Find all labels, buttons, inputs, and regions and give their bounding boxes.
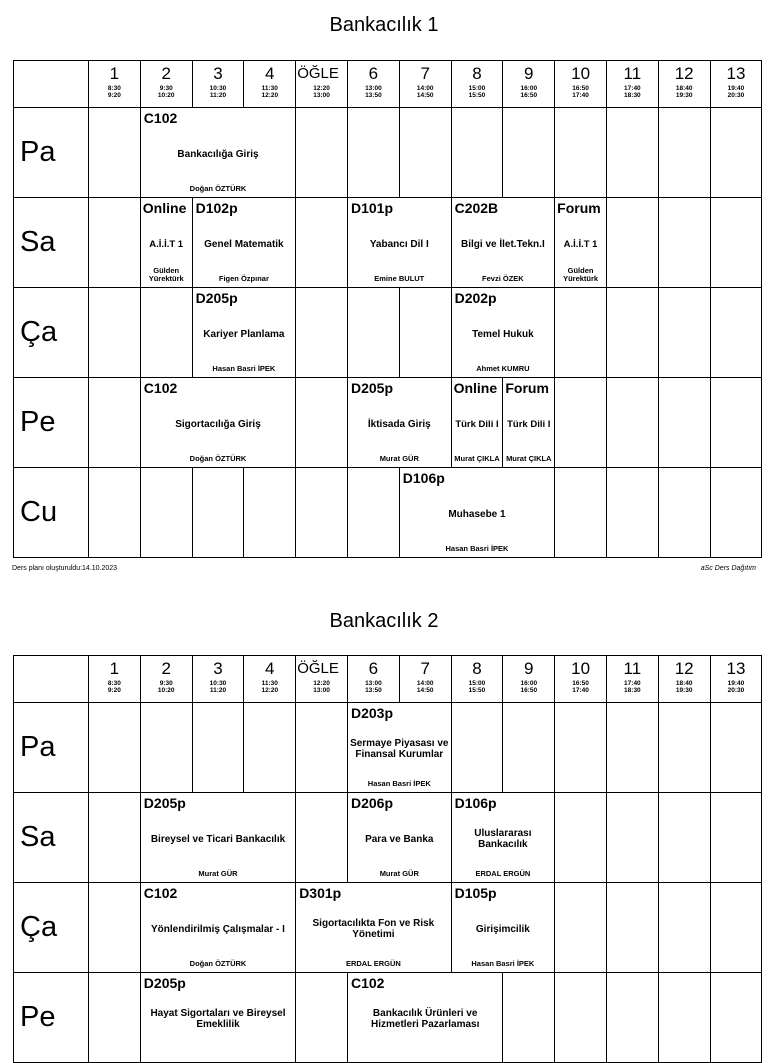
lesson-teacher: Hasan Basri İPEK [212,364,276,373]
empty-cell [555,288,607,378]
lesson-teacher: ERDAL ERGÜN [475,869,531,878]
empty-cell [606,468,658,558]
empty-cell [399,288,451,378]
period-start: 11:30 [261,680,278,687]
empty-cell [89,793,141,883]
empty-cell [89,883,141,973]
empty-cell [296,793,348,883]
lesson-room: D102p [195,200,238,216]
lesson-subject: Bankacılığa Giriş [177,148,259,160]
period-number: ÖĞLE [297,660,339,677]
empty-cell [658,198,710,288]
lesson-subject: Hayat Sigortaları ve Bireysel Emeklilik [150,1008,286,1030]
lesson-cell[interactable] [140,198,192,288]
empty-cell [451,108,503,198]
period-header [555,656,607,703]
lesson-cell[interactable] [140,378,295,468]
period-header [555,61,607,108]
lesson-subject: Sermaye Piyasası ve Finansal Kurumlar [350,738,449,760]
period-header [451,61,503,108]
header-row [14,656,762,703]
period-start: 16:50 [572,85,589,92]
period-start: 10:30 [209,85,227,92]
lesson-cell[interactable] [140,973,295,1063]
period-end: 10:20 [157,687,175,694]
empty-cell [296,198,348,288]
lesson-room: D203p [350,705,394,721]
period-header [658,656,710,703]
period-end: 11:20 [209,687,227,694]
empty-cell [658,883,710,973]
empty-cell [710,378,762,468]
lesson-teacher: Doğan ÖZTÜRK [189,454,247,463]
period-start: 15:00 [468,85,486,92]
lesson-cell[interactable] [451,793,555,883]
empty-cell [296,703,348,793]
day-label: Sa [14,793,89,883]
empty-cell [296,973,348,1063]
period-number: 1 [109,659,120,678]
empty-cell [192,468,244,558]
lesson-subject: Genel Matematik [204,238,284,250]
period-header [658,61,710,108]
lesson-cell[interactable] [503,378,555,468]
empty-cell [658,468,710,558]
period-start: 10:30 [209,680,227,687]
period-end: 15:50 [468,687,486,694]
timetable-grid [13,60,762,558]
period-number: 10 [571,64,591,83]
lesson-room: Online [142,200,187,216]
empty-cell [347,288,399,378]
lesson-subject: Para ve Banka [365,833,434,845]
period-start: 15:00 [468,680,486,687]
lesson-room: C102 [143,380,178,396]
empty-cell [658,108,710,198]
period-end: 9:20 [107,687,121,694]
lesson-subject: A.İ.İ.T 1 [149,238,184,250]
period-end: 12:20 [261,687,279,694]
lesson-teacher: Murat GÜR [379,454,419,463]
empty-cell [347,468,399,558]
empty-cell [555,378,607,468]
period-header [140,656,192,703]
lesson-room: C202B [454,200,499,216]
period-number: 13 [726,64,746,83]
lesson-teacher: Murat ÇIKLA [506,454,552,463]
empty-cell [710,198,762,288]
day-row [14,883,762,973]
period-end: 18:30 [624,92,641,99]
empty-cell [658,793,710,883]
period-end: 11:20 [209,92,227,99]
empty-cell [555,468,607,558]
lesson-room: C102 [350,975,385,991]
empty-cell [89,288,141,378]
period-end: 19:30 [675,92,693,99]
day-label: Pe [14,973,89,1063]
day-row [14,793,762,883]
lesson-cell[interactable] [347,378,451,468]
period-header [244,656,296,703]
lesson-room: D301p [299,885,342,901]
period-header [192,656,244,703]
lesson-room: Forum [557,200,601,216]
period-end: 9:20 [107,92,121,99]
empty-cell [555,703,607,793]
day-label: Pe [14,378,89,468]
empty-cell [296,378,348,468]
footer-software: aSc Ders Dağıtım [700,565,756,572]
period-header [296,61,348,108]
period-end: 10:20 [157,92,175,99]
empty-cell [658,288,710,378]
lesson-cell[interactable] [451,883,555,973]
period-number: ÖĞLE [297,65,339,82]
lesson-teacher: ERDAL ERGÜN [345,959,401,968]
lesson-cell[interactable] [399,468,554,558]
lesson-subject: Türk Dili I [455,418,499,430]
header-row [14,61,762,108]
day-label: Ça [14,288,89,378]
period-number: 3 [213,64,223,83]
lesson-cell[interactable] [451,198,555,288]
lesson-subject: Bilgi ve İlet.Tekn.I [461,238,545,250]
lesson-room: D105p [454,885,497,901]
empty-cell [89,468,141,558]
empty-cell [296,468,348,558]
lesson-subject: Sigortacılıkta Fon ve Risk Yönetimi [312,918,435,940]
period-end: 13:00 [313,687,330,694]
period-header [606,61,658,108]
period-start: 13:00 [365,85,382,92]
period-end: 13:50 [365,687,382,694]
period-start: 8:30 [107,85,121,92]
empty-cell [606,288,658,378]
lesson-room: D106p [454,795,497,811]
period-header [399,656,451,703]
lesson-cell[interactable] [296,883,451,973]
lesson-cell[interactable] [451,378,503,468]
period-header [503,656,555,703]
lesson-room: D106p [402,470,445,486]
empty-cell [244,703,296,793]
period-end: 20:30 [727,687,745,694]
period-number: 11 [623,64,642,83]
day-row [14,468,762,558]
lesson-subject: Temel Hukuk [472,328,534,340]
empty-cell [503,973,555,1063]
lesson-subject: Kariyer Planlama [203,328,285,340]
period-start: 16:50 [572,680,589,687]
lesson-subject: Yabancı Dil I [369,238,429,250]
period-end: 16:50 [520,687,538,694]
footer-created: Ders planı oluşturuldu:14.10.2023 [12,565,118,572]
empty-cell [710,883,762,973]
lesson-teacher: Figen Özpınar [218,274,269,283]
lesson-room: D205p [350,380,394,396]
empty-cell [451,703,503,793]
period-start: 12:20 [313,680,330,687]
period-start: 19:40 [727,85,745,92]
period-start: 12:20 [313,85,330,92]
period-end: 17:40 [572,687,589,694]
empty-cell [555,973,607,1063]
empty-cell [296,108,348,198]
empty-cell [89,378,141,468]
lesson-teacher: Gülden Yürektürk [148,266,184,283]
period-header [347,61,399,108]
day-row [14,198,762,288]
empty-cell [658,703,710,793]
empty-cell [658,378,710,468]
period-number: 3 [213,659,223,678]
period-number: 1 [109,64,120,83]
day-row [14,703,762,793]
lesson-cell[interactable] [347,198,451,288]
lesson-subject: Yönlendirilmiş Çalışmalar - I [151,923,285,935]
empty-cell [710,468,762,558]
lesson-room: D202p [454,290,497,306]
empty-cell [710,973,762,1063]
period-start: 16:00 [520,680,538,687]
day-row [14,378,762,468]
empty-cell [140,468,192,558]
lesson-subject: Bankacılık Ürünleri ve Hizmetleri Pazarlaması [370,1008,480,1030]
lesson-room: C102 [143,885,178,901]
empty-cell [710,108,762,198]
lesson-cell[interactable] [192,288,296,378]
lesson-cell[interactable] [347,973,502,1063]
day-label: Ça [14,883,89,973]
period-number: 10 [571,659,591,678]
period-number: 13 [726,659,746,678]
lesson-teacher: Gülden Yürektürk [563,266,599,283]
lesson-teacher: Murat GÜR [379,869,419,878]
period-end: 17:40 [572,92,589,99]
period-end: 20:30 [727,92,745,99]
lesson-subject: İktisada Giriş [367,418,431,430]
lesson-teacher: Ahmet KUMRU [476,364,530,373]
period-number: 6 [368,64,379,83]
period-end: 12:20 [261,92,279,99]
day-label: Cu [14,468,89,558]
lesson-room: Online [453,380,498,396]
lesson-subject: Girişimcilik [475,923,530,935]
empty-cell [89,973,141,1063]
lesson-subject: Uluslararası Bankacılık [474,828,532,850]
empty-cell [89,198,141,288]
lesson-room: D206p [350,795,394,811]
lesson-teacher: Doğan ÖZTÜRK [189,184,247,193]
period-header [710,656,762,703]
lesson-teacher: Doğan ÖZTÜRK [189,959,247,968]
lesson-teacher: Hasan Basri İPEK [445,544,509,553]
empty-cell [347,108,399,198]
empty-cell [140,288,192,378]
period-end: 14:50 [416,687,434,694]
lesson-teacher: Hasan Basri İPEK [367,779,431,788]
period-header [347,656,399,703]
period-end: 15:50 [468,92,486,99]
day-label: Pa [14,703,89,793]
empty-cell [89,703,141,793]
corner-cell [14,61,89,108]
lesson-teacher: Emine BULUT [374,274,425,283]
lesson-teacher: Murat ÇIKLA [454,454,500,463]
lesson-teacher: Hasan Basri İPEK [471,959,535,968]
lesson-cell[interactable] [555,198,607,288]
period-start: 8:30 [107,680,121,687]
timetable-grid [13,655,762,1063]
period-start: 16:00 [520,85,538,92]
lesson-room: C102 [143,110,178,126]
day-row [14,973,762,1063]
empty-cell [710,288,762,378]
period-start: 9:30 [159,85,173,92]
period-number: 4 [265,64,275,83]
period-number: 8 [472,659,482,678]
empty-cell [606,198,658,288]
period-end: 13:00 [313,92,330,99]
period-number: 2 [161,64,171,83]
empty-cell [658,973,710,1063]
lesson-cell[interactable] [347,793,451,883]
schedule-title: Bankacılık 1 [329,14,439,36]
empty-cell [503,108,555,198]
empty-cell [606,973,658,1063]
period-header [296,656,348,703]
period-header [710,61,762,108]
empty-cell [503,703,555,793]
empty-cell [606,108,658,198]
empty-cell [296,288,348,378]
schedule-title: Bankacılık 2 [329,610,439,632]
period-header [244,61,296,108]
period-number: 8 [472,64,482,83]
lesson-room: D101p [350,200,394,216]
period-end: 13:50 [365,92,382,99]
period-header [140,61,192,108]
period-header [451,656,503,703]
empty-cell [710,703,762,793]
lesson-cell[interactable] [140,883,295,973]
empty-cell [140,703,192,793]
lesson-teacher: Murat GÜR [198,869,238,878]
lesson-room: Forum [505,380,549,396]
period-header [89,61,141,108]
period-number: 9 [524,659,534,678]
empty-cell [555,108,607,198]
period-end: 16:50 [520,92,538,99]
empty-cell [606,378,658,468]
period-start: 14:00 [416,680,434,687]
empty-cell [244,468,296,558]
period-number: 2 [161,659,171,678]
period-number: 4 [265,659,275,678]
lesson-teacher: Fevzi ÖZEK [482,274,524,283]
lesson-room: D205p [143,795,186,811]
lesson-subject: Sigortacılığa Giriş [175,418,261,430]
period-number: 12 [674,659,694,678]
empty-cell [399,108,451,198]
lesson-subject: Türk Dili I [507,418,551,430]
period-start: 18:40 [675,85,693,92]
day-row [14,288,762,378]
lesson-subject: Muhasebe 1 [448,508,506,520]
lesson-cell[interactable] [140,108,295,198]
empty-cell [606,703,658,793]
corner-cell [14,656,89,703]
period-end: 19:30 [675,687,693,694]
empty-cell [710,793,762,883]
period-header [89,656,141,703]
period-end: 14:50 [416,92,434,99]
empty-cell [89,108,141,198]
period-number: 6 [368,659,379,678]
period-start: 13:00 [365,680,382,687]
empty-cell [606,883,658,973]
period-start: 19:40 [727,680,745,687]
period-header [503,61,555,108]
day-label: Pa [14,108,89,198]
empty-cell [606,793,658,883]
period-start: 9:30 [159,680,173,687]
empty-cell [555,883,607,973]
lesson-room: D205p [195,290,238,306]
period-number: 9 [524,64,534,83]
lesson-cell[interactable] [451,288,555,378]
lesson-subject: Bireysel ve Ticari Bankacılık [150,833,286,845]
day-row [14,108,762,198]
lesson-room: D205p [143,975,186,991]
lesson-cell[interactable] [192,198,296,288]
lesson-cell[interactable] [347,703,451,793]
period-number: 7 [420,64,430,83]
period-header [192,61,244,108]
period-number: 12 [674,64,694,83]
lesson-subject: A.İ.İ.T 1 [563,238,598,250]
period-header [399,61,451,108]
empty-cell [192,703,244,793]
period-number: 11 [623,659,642,678]
period-start: 17:40 [624,680,641,687]
day-label: Sa [14,198,89,288]
period-end: 18:30 [624,687,641,694]
period-number: 7 [420,659,430,678]
period-start: 14:00 [416,85,434,92]
period-header [606,656,658,703]
empty-cell [555,793,607,883]
lesson-cell[interactable] [140,793,295,883]
period-start: 18:40 [675,680,693,687]
period-start: 17:40 [624,85,641,92]
period-start: 11:30 [261,85,278,92]
